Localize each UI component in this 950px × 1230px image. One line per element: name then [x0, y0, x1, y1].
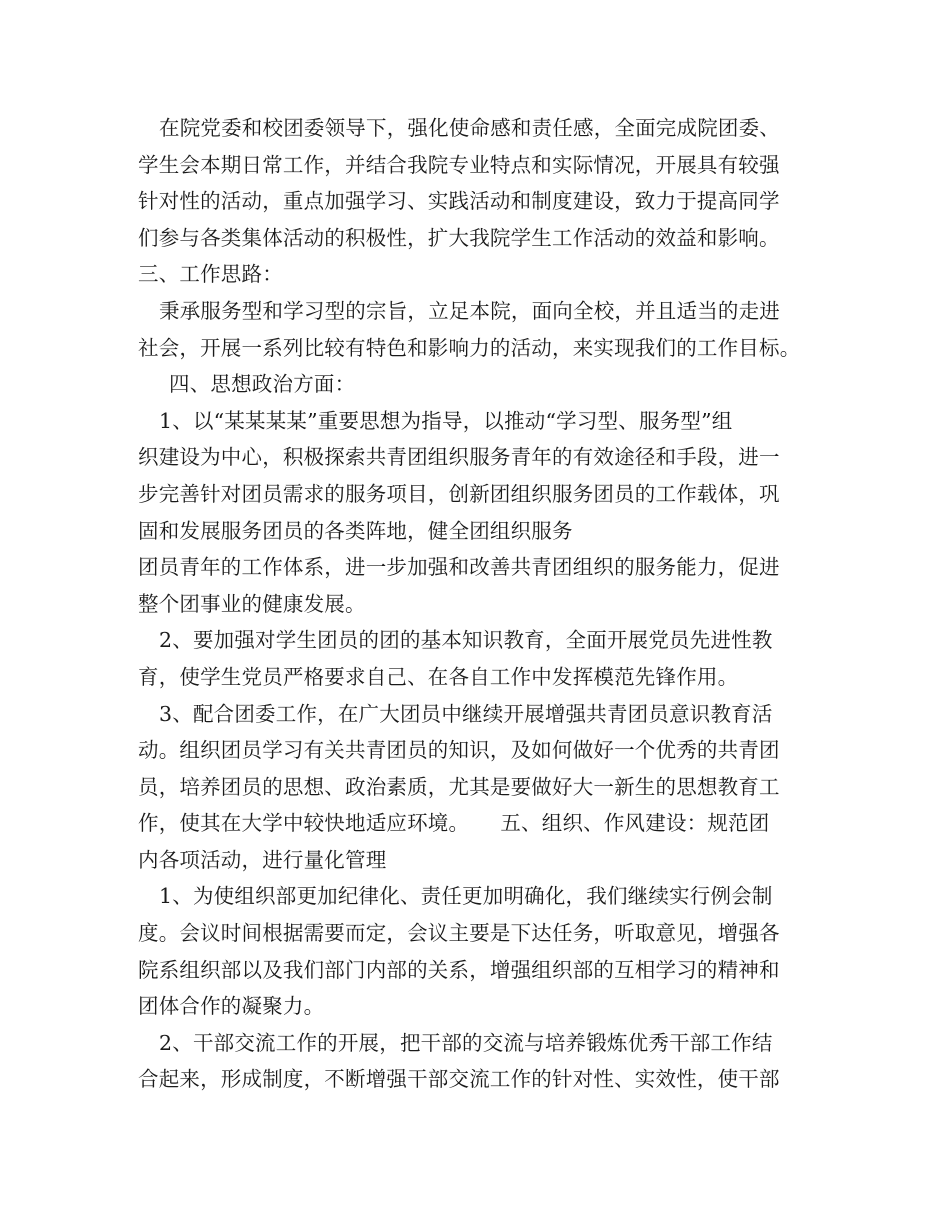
text-line: 合起来，形成制度，不断增强干部交流工作的针对性、实效性，使干部 — [138, 1067, 780, 1092]
text-line: 四、思想政治方面： — [169, 372, 356, 397]
text-line: 员，培养团员的思想、政治素质，尤其是要做好大一新生的思想教育工 — [138, 774, 780, 799]
text-line: 育，使学生党员严格要求自己、在各自工作中发挥模范先锋作用。 — [138, 664, 739, 689]
text-line: 在院党委和校团委领导下，强化使命感和责任感，全面完成院团委、 — [159, 116, 780, 140]
text-line: 社会，开展一系列比较有特色和影响力的活动，来实现我们的工作目标。 — [138, 335, 801, 360]
text-line: 2、干部交流工作的开展，把干部的交流与培养锻炼优秀干部工作结 — [159, 1030, 773, 1055]
text-line: 度。会议时间根据需要而定，会议主要是下达任务，听取意见，增强各 — [138, 921, 780, 946]
text-line: 整个团事业的健康发展。 — [138, 591, 366, 616]
text-line: 团体合作的凝聚力。 — [138, 994, 325, 1019]
text-line: 3、配合团委工作，在广大团员中继续开展增强共青团员意识教育活 — [159, 701, 773, 726]
text-line: 秉承服务型和学习型的宗旨，立足本院，面向全校，并且适当的走进 — [159, 298, 780, 323]
text-line: 2、要加强对学生团员的团的基本知识教育，全面开展党员先进性教 — [159, 628, 773, 653]
text-line: 们参与各类集体活动的积极性，扩大我院学生工作活动的效益和影响。 — [138, 225, 780, 250]
text-line: 三、工作思路： — [138, 262, 283, 287]
text-line: 团员青年的工作体系，进一步加强和改善共青团组织的服务能力，促进 — [138, 555, 780, 580]
text-line: 1、为使组织部更加纪律化、责任更加明确化，我们继续实行例会制 — [159, 884, 773, 909]
text-line: 步完善针对团员需求的服务项目，创新团组织服务团员的工作载体，巩 — [138, 481, 780, 506]
text-line: 织建设为中心，积极探索共青团组织服务青年的有效途径和手段，进一 — [138, 445, 780, 470]
text-line: 1、以“某某某某”重要思想为指导，以推动“学习型、服务型”组 — [159, 408, 733, 433]
text-line: 针对性的活动，重点加强学习、实践活动和制度建设，致力于提高同学 — [138, 189, 780, 214]
text-line: 动。组织团员学习有关共青团员的知识，及如何做好一个优秀的共青团 — [138, 738, 780, 763]
text-line: 固和发展服务团员的各类阵地，健全团组织服务 — [138, 518, 573, 543]
text-line: 院系组织部以及我们部门内部的关系，增强组织部的互相学习的精神和 — [138, 957, 780, 982]
document-body — [138, 110, 820, 1098]
text-line: 学生会本期日常工作，并结合我院专业特点和实际情况，开展具有较强 — [138, 152, 780, 177]
text-line: 作，使其在大学中较快地适应环境。 五、组织、作风建设：规范团 — [138, 811, 770, 836]
text-line: 内各项活动，进行量化管理 — [138, 847, 387, 872]
